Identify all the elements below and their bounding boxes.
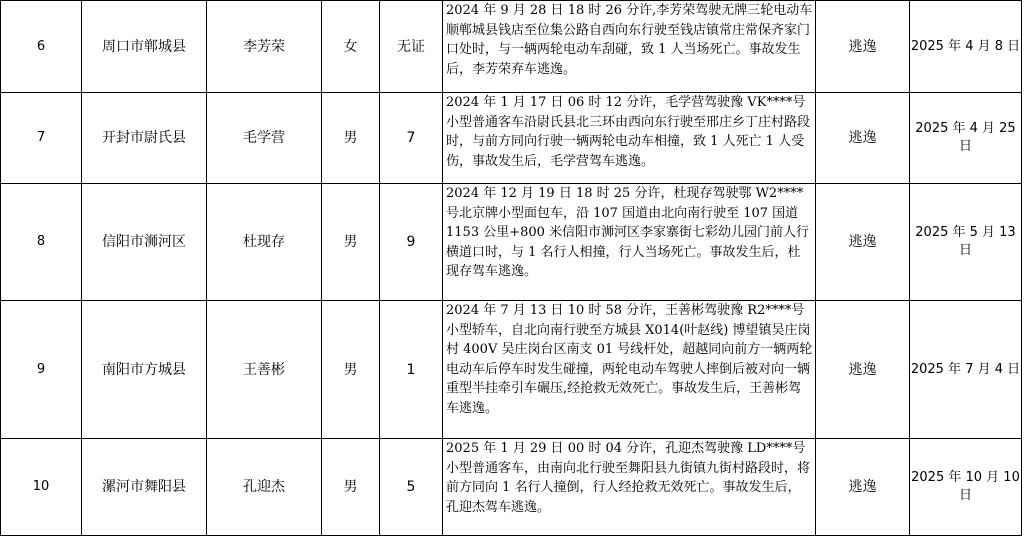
license-cell: 7 xyxy=(380,93,443,184)
location-cell: 信阳市浉河区 xyxy=(82,184,207,301)
license-cell: 5 xyxy=(380,439,443,536)
table-row xyxy=(1,184,1022,301)
license-cell: 无证 xyxy=(380,1,443,93)
row-number: 9 xyxy=(1,301,82,439)
name-cell: 李芳荣 xyxy=(207,1,322,93)
table-row xyxy=(1,301,1022,439)
date-cell: 2025 年 4 月 8 日 xyxy=(910,1,1022,93)
gender-cell: 男 xyxy=(322,184,380,301)
description-cell: 2025 年 1 月 29 日 00 时 04 分许，孔迎杰驾驶豫 LD****号小型普通客车，由南向北行驶至舞阳县九街镇九街村路段时，将前方同向 1 名行人撞倒，行人经抢救无效死亡。事故发生后，孔迎杰驾车逃逸。 xyxy=(443,439,816,536)
name-cell: 王善彬 xyxy=(207,301,322,439)
violation-type-cell: 逃逸 xyxy=(816,184,910,301)
date-cell: 2025 年 7 月 4 日 xyxy=(910,301,1022,439)
location-cell: 漯河市舞阳县 xyxy=(82,439,207,536)
row-number: 6 xyxy=(1,1,82,93)
gender-cell: 男 xyxy=(322,439,380,536)
license-cell: 9 xyxy=(380,184,443,301)
location-cell: 南阳市方城县 xyxy=(82,301,207,439)
gender-cell: 女 xyxy=(322,1,380,93)
date-cell: 2025 年 5 月 13 日 xyxy=(910,184,1022,301)
gender-cell: 男 xyxy=(322,93,380,184)
table-row xyxy=(1,439,1022,536)
name-cell: 孔迎杰 xyxy=(207,439,322,536)
row-number: 8 xyxy=(1,184,82,301)
table-row xyxy=(1,93,1022,184)
name-cell: 毛学营 xyxy=(207,93,322,184)
name-cell: 杜现存 xyxy=(207,184,322,301)
violation-type-cell: 逃逸 xyxy=(816,301,910,439)
gender-cell: 男 xyxy=(322,301,380,439)
row-number: 10 xyxy=(1,439,82,536)
description-cell: 2024 年 1 月 17 日 06 时 12 分许，毛学营驾驶豫 VK****号小型普通客车沿尉氏县北三环由西向东行驶至邢庄乡丁庄村路段时，与前方同向行驶一辆两轮电动车相撞，致 1 人死亡 1 人受伤，事故发生后，毛学营驾车逃逸。 xyxy=(443,93,816,184)
date-cell: 2025 年 4 月 25 日 xyxy=(910,93,1022,184)
violation-type-cell: 逃逸 xyxy=(816,93,910,184)
date-cell: 2025 年 10 月 10 日 xyxy=(910,439,1022,536)
table-row xyxy=(1,1,1022,93)
violation-type-cell: 逃逸 xyxy=(816,439,910,536)
license-cell: 1 xyxy=(380,301,443,439)
location-cell: 开封市尉氏县 xyxy=(82,93,207,184)
description-cell: 2024 年 7 月 13 日 10 时 58 分许，王善彬驾驶豫 R2****号小型轿车，自北向南行驶至方城县 X014(叶赵线) 博望镇吴庄岗村 400V 吴庄岗台区南支 01 号线杆处，超越同向前方一辆两轮电动车后停车时发生碰撞，两轮电动车驾驶人摔倒后被对向一辆重型半挂牵引车碾压,经抢救无效死亡。事故发生后，王善彬驾车逃逸。 xyxy=(443,301,816,439)
description-cell: 2024 年 9 月 28 日 18 时 26 分许,李芳荣驾驶无牌三轮电动车顺郸城县钱店至位集公路自西向东行驶至钱店镇常庄常保齐家门口处时，与一辆两轮电动车刮碰，致 1 人当场死亡。事故发生后，李芳荣弃车逃逸。 xyxy=(443,1,816,93)
location-cell: 周口市郸城县 xyxy=(82,1,207,93)
description-cell: 2024 年 12 月 19 日 18 时 25 分许，杜现存驾驶鄂 W2****号北京牌小型面包车，沿 107 国道由北向南行驶至 107 国道 1153 公里+800 米信阳市浉河区李家寨街七彩幼儿园门前人行横道口时，与 1 名行人相撞，行人当场死亡。事故发生后，杜现存驾车逃逸。 xyxy=(443,184,816,301)
violation-type-cell: 逃逸 xyxy=(816,1,910,93)
row-number: 7 xyxy=(1,93,82,184)
